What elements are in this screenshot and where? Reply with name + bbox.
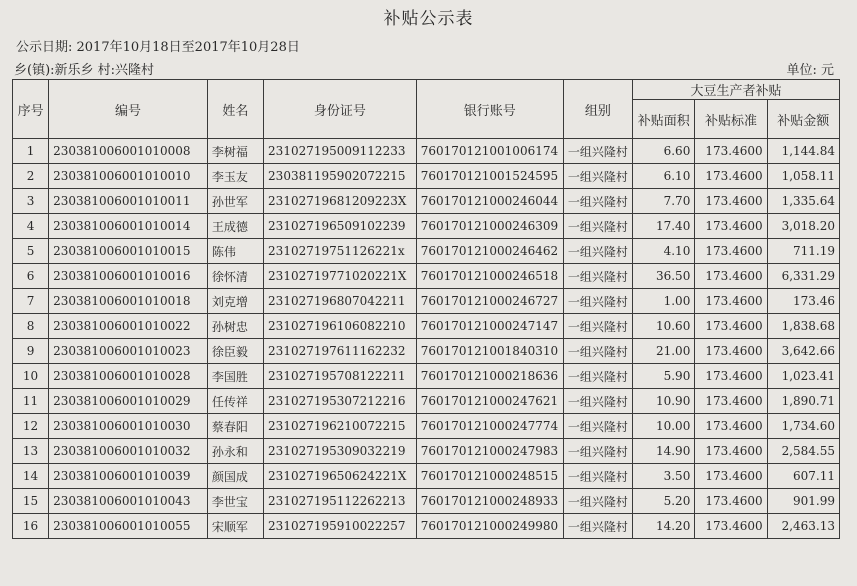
- cell-bank: 760170121001524595: [416, 164, 563, 189]
- cell-id: 23102719771020221X: [264, 264, 417, 289]
- cell-name: 孙永和: [207, 439, 263, 464]
- cell-id: 23102719681209223X: [264, 189, 417, 214]
- subsidy-table: [12, 79, 840, 539]
- table-row: [13, 364, 840, 389]
- cell-seq: 13: [13, 439, 49, 464]
- cell-standard: 173.4600: [695, 464, 767, 489]
- cell-standard: 173.4600: [695, 214, 767, 239]
- cell-amount: 1,023.41: [767, 364, 839, 389]
- cell-amount: 1,144.84: [767, 139, 839, 164]
- cell-id: 231027196807042211: [264, 289, 417, 314]
- cell-standard: 173.4600: [695, 314, 767, 339]
- cell-bank: 760170121000246518: [416, 264, 563, 289]
- publish-date: 公示日期: 2017年10月18日至2017年10月28日: [16, 40, 300, 55]
- cell-seq: 10: [13, 364, 49, 389]
- cell-bank: 760170121000218636: [416, 364, 563, 389]
- cell-code: 230381006001010023: [49, 339, 208, 364]
- cell-name: 李国胜: [207, 364, 263, 389]
- cell-seq: 2: [13, 164, 49, 189]
- cell-name: 李世宝: [207, 489, 263, 514]
- col-header-area: 补贴面积: [633, 100, 695, 139]
- cell-code: 230381006001010016: [49, 264, 208, 289]
- cell-group: 一组兴隆村: [563, 314, 632, 339]
- cell-id: 231027195112262213: [264, 489, 417, 514]
- cell-id: 231027195307212216: [264, 389, 417, 414]
- cell-code: 230381006001010022: [49, 314, 208, 339]
- col-header-name: 姓名: [207, 80, 263, 139]
- table-row: [13, 464, 840, 489]
- cell-seq: 11: [13, 389, 49, 414]
- cell-bank: 760170121000246727: [416, 289, 563, 314]
- cell-area: 10.90: [633, 389, 695, 414]
- cell-id: 231027195708122211: [264, 364, 417, 389]
- cell-amount: 1,058.11: [767, 164, 839, 189]
- cell-name: 徐臣毅: [207, 339, 263, 364]
- col-header-group: 组别: [563, 80, 632, 139]
- cell-code: 230381006001010039: [49, 464, 208, 489]
- cell-code: 230381006001010032: [49, 439, 208, 464]
- table-row: [13, 489, 840, 514]
- page-title: 补贴公示表: [383, 9, 474, 29]
- cell-name: 蔡春阳: [207, 414, 263, 439]
- cell-standard: 173.4600: [695, 139, 767, 164]
- cell-code: 230381006001010029: [49, 389, 208, 414]
- cell-name: 刘克增: [207, 289, 263, 314]
- cell-area: 4.10: [633, 239, 695, 264]
- cell-seq: 12: [13, 414, 49, 439]
- table-row: [13, 339, 840, 364]
- cell-bank: 760170121000248933: [416, 489, 563, 514]
- cell-name: 孙树忠: [207, 314, 263, 339]
- cell-id: 230381195902072215: [264, 164, 417, 189]
- cell-area: 10.00: [633, 414, 695, 439]
- cell-bank: 760170121000246044: [416, 189, 563, 214]
- cell-id: 231027197611162232: [264, 339, 417, 364]
- col-header-standard: 补贴标准: [695, 100, 767, 139]
- cell-name: 宋顺军: [207, 514, 263, 539]
- cell-id: 231027196210072215: [264, 414, 417, 439]
- col-header-bank: 银行账号: [416, 80, 563, 139]
- cell-code: 230381006001010030: [49, 414, 208, 439]
- cell-id: 231027196106082210: [264, 314, 417, 339]
- cell-amount: 901.99: [767, 489, 839, 514]
- cell-amount: 2,584.55: [767, 439, 839, 464]
- table-row: [13, 139, 840, 164]
- col-header-code: 编号: [49, 80, 208, 139]
- cell-group: 一组兴隆村: [563, 264, 632, 289]
- unit-label: 单位: 元: [786, 63, 834, 78]
- cell-amount: 607.11: [767, 464, 839, 489]
- cell-code: 230381006001010008: [49, 139, 208, 164]
- cell-name: 李玉友: [207, 164, 263, 189]
- cell-standard: 173.4600: [695, 339, 767, 364]
- cell-amount: 3,018.20: [767, 214, 839, 239]
- cell-seq: 15: [13, 489, 49, 514]
- cell-code: 230381006001010011: [49, 189, 208, 214]
- cell-area: 17.40: [633, 214, 695, 239]
- cell-area: 21.00: [633, 339, 695, 364]
- cell-area: 14.20: [633, 514, 695, 539]
- cell-id: 23102719751126221x: [264, 239, 417, 264]
- cell-code: 230381006001010015: [49, 239, 208, 264]
- cell-seq: 6: [13, 264, 49, 289]
- cell-standard: 173.4600: [695, 414, 767, 439]
- cell-amount: 1,335.64: [767, 189, 839, 214]
- cell-area: 14.90: [633, 439, 695, 464]
- cell-standard: 173.4600: [695, 189, 767, 214]
- col-header-amount: 补贴金额: [767, 100, 839, 139]
- cell-group: 一组兴隆村: [563, 414, 632, 439]
- table-row: [13, 439, 840, 464]
- table-row: [13, 264, 840, 289]
- cell-group: 一组兴隆村: [563, 189, 632, 214]
- cell-group: 一组兴隆村: [563, 389, 632, 414]
- cell-area: 36.50: [633, 264, 695, 289]
- cell-amount: 2,463.13: [767, 514, 839, 539]
- table-row: [13, 189, 840, 214]
- cell-seq: 7: [13, 289, 49, 314]
- cell-code: 230381006001010014: [49, 214, 208, 239]
- cell-seq: 3: [13, 189, 49, 214]
- cell-area: 3.50: [633, 464, 695, 489]
- cell-bank: 760170121000247147: [416, 314, 563, 339]
- cell-group: 一组兴隆村: [563, 514, 632, 539]
- cell-amount: 711.19: [767, 239, 839, 264]
- cell-standard: 173.4600: [695, 514, 767, 539]
- cell-amount: 1,838.68: [767, 314, 839, 339]
- cell-seq: 5: [13, 239, 49, 264]
- cell-id: 231027195009112233: [264, 139, 417, 164]
- cell-group: 一组兴隆村: [563, 339, 632, 364]
- cell-name: 颜国成: [207, 464, 263, 489]
- cell-group: 一组兴隆村: [563, 164, 632, 189]
- cell-area: 10.60: [633, 314, 695, 339]
- table-row: [13, 314, 840, 339]
- cell-id: 231027195910022257: [264, 514, 417, 539]
- cell-standard: 173.4600: [695, 164, 767, 189]
- cell-bank: 760170121000246309: [416, 214, 563, 239]
- cell-standard: 173.4600: [695, 289, 767, 314]
- cell-name: 王成德: [207, 214, 263, 239]
- cell-seq: 1: [13, 139, 49, 164]
- cell-name: 任传祥: [207, 389, 263, 414]
- cell-id: 23102719650624221X: [264, 464, 417, 489]
- cell-area: 1.00: [633, 289, 695, 314]
- cell-amount: 1,734.60: [767, 414, 839, 439]
- table-row: [13, 239, 840, 264]
- cell-code: 230381006001010010: [49, 164, 208, 189]
- cell-seq: 9: [13, 339, 49, 364]
- cell-group: 一组兴隆村: [563, 364, 632, 389]
- cell-code: 230381006001010043: [49, 489, 208, 514]
- col-header-seq: 序号: [13, 80, 49, 139]
- cell-amount: 1,890.71: [767, 389, 839, 414]
- cell-standard: 173.4600: [695, 439, 767, 464]
- cell-bank: 760170121001840310: [416, 339, 563, 364]
- cell-code: 230381006001010055: [49, 514, 208, 539]
- cell-id: 231027195309032219: [264, 439, 417, 464]
- cell-bank: 760170121000247774: [416, 414, 563, 439]
- cell-name: 孙世军: [207, 189, 263, 214]
- cell-bank: 760170121000247983: [416, 439, 563, 464]
- cell-name: 陈伟: [207, 239, 263, 264]
- table-row: [13, 164, 840, 189]
- cell-area: 7.70: [633, 189, 695, 214]
- cell-code: 230381006001010028: [49, 364, 208, 389]
- cell-name: 徐怀清: [207, 264, 263, 289]
- cell-amount: 173.46: [767, 289, 839, 314]
- cell-group: 一组兴隆村: [563, 139, 632, 164]
- cell-group: 一组兴隆村: [563, 489, 632, 514]
- location-label: 乡(镇):新乐乡 村:兴隆村: [14, 63, 155, 78]
- cell-seq: 14: [13, 464, 49, 489]
- cell-standard: 173.4600: [695, 239, 767, 264]
- cell-group: 一组兴隆村: [563, 214, 632, 239]
- cell-group: 一组兴隆村: [563, 289, 632, 314]
- cell-group: 一组兴隆村: [563, 439, 632, 464]
- cell-area: 6.60: [633, 139, 695, 164]
- cell-seq: 16: [13, 514, 49, 539]
- col-header-id: 身份证号: [264, 80, 417, 139]
- table-row: [13, 289, 840, 314]
- cell-bank: 760170121000247621: [416, 389, 563, 414]
- cell-seq: 8: [13, 314, 49, 339]
- cell-group: 一组兴隆村: [563, 464, 632, 489]
- cell-id: 231027196509102239: [264, 214, 417, 239]
- cell-bank: 760170121001006174: [416, 139, 563, 164]
- cell-code: 230381006001010018: [49, 289, 208, 314]
- cell-standard: 173.4600: [695, 389, 767, 414]
- cell-standard: 173.4600: [695, 489, 767, 514]
- cell-bank: 760170121000248515: [416, 464, 563, 489]
- cell-area: 5.20: [633, 489, 695, 514]
- cell-area: 6.10: [633, 164, 695, 189]
- cell-bank: 760170121000246462: [416, 239, 563, 264]
- cell-area: 5.90: [633, 364, 695, 389]
- cell-amount: 6,331.29: [767, 264, 839, 289]
- cell-group: 一组兴隆村: [563, 239, 632, 264]
- cell-standard: 173.4600: [695, 364, 767, 389]
- cell-amount: 3,642.66: [767, 339, 839, 364]
- cell-standard: 173.4600: [695, 264, 767, 289]
- cell-seq: 4: [13, 214, 49, 239]
- table-row: [13, 214, 840, 239]
- table-row: [13, 514, 840, 539]
- table-row: [13, 389, 840, 414]
- table-row: [13, 414, 840, 439]
- cell-name: 李树福: [207, 139, 263, 164]
- cell-bank: 760170121000249980: [416, 514, 563, 539]
- col-header-subsidy-group: 大豆生产者补贴: [633, 80, 840, 100]
